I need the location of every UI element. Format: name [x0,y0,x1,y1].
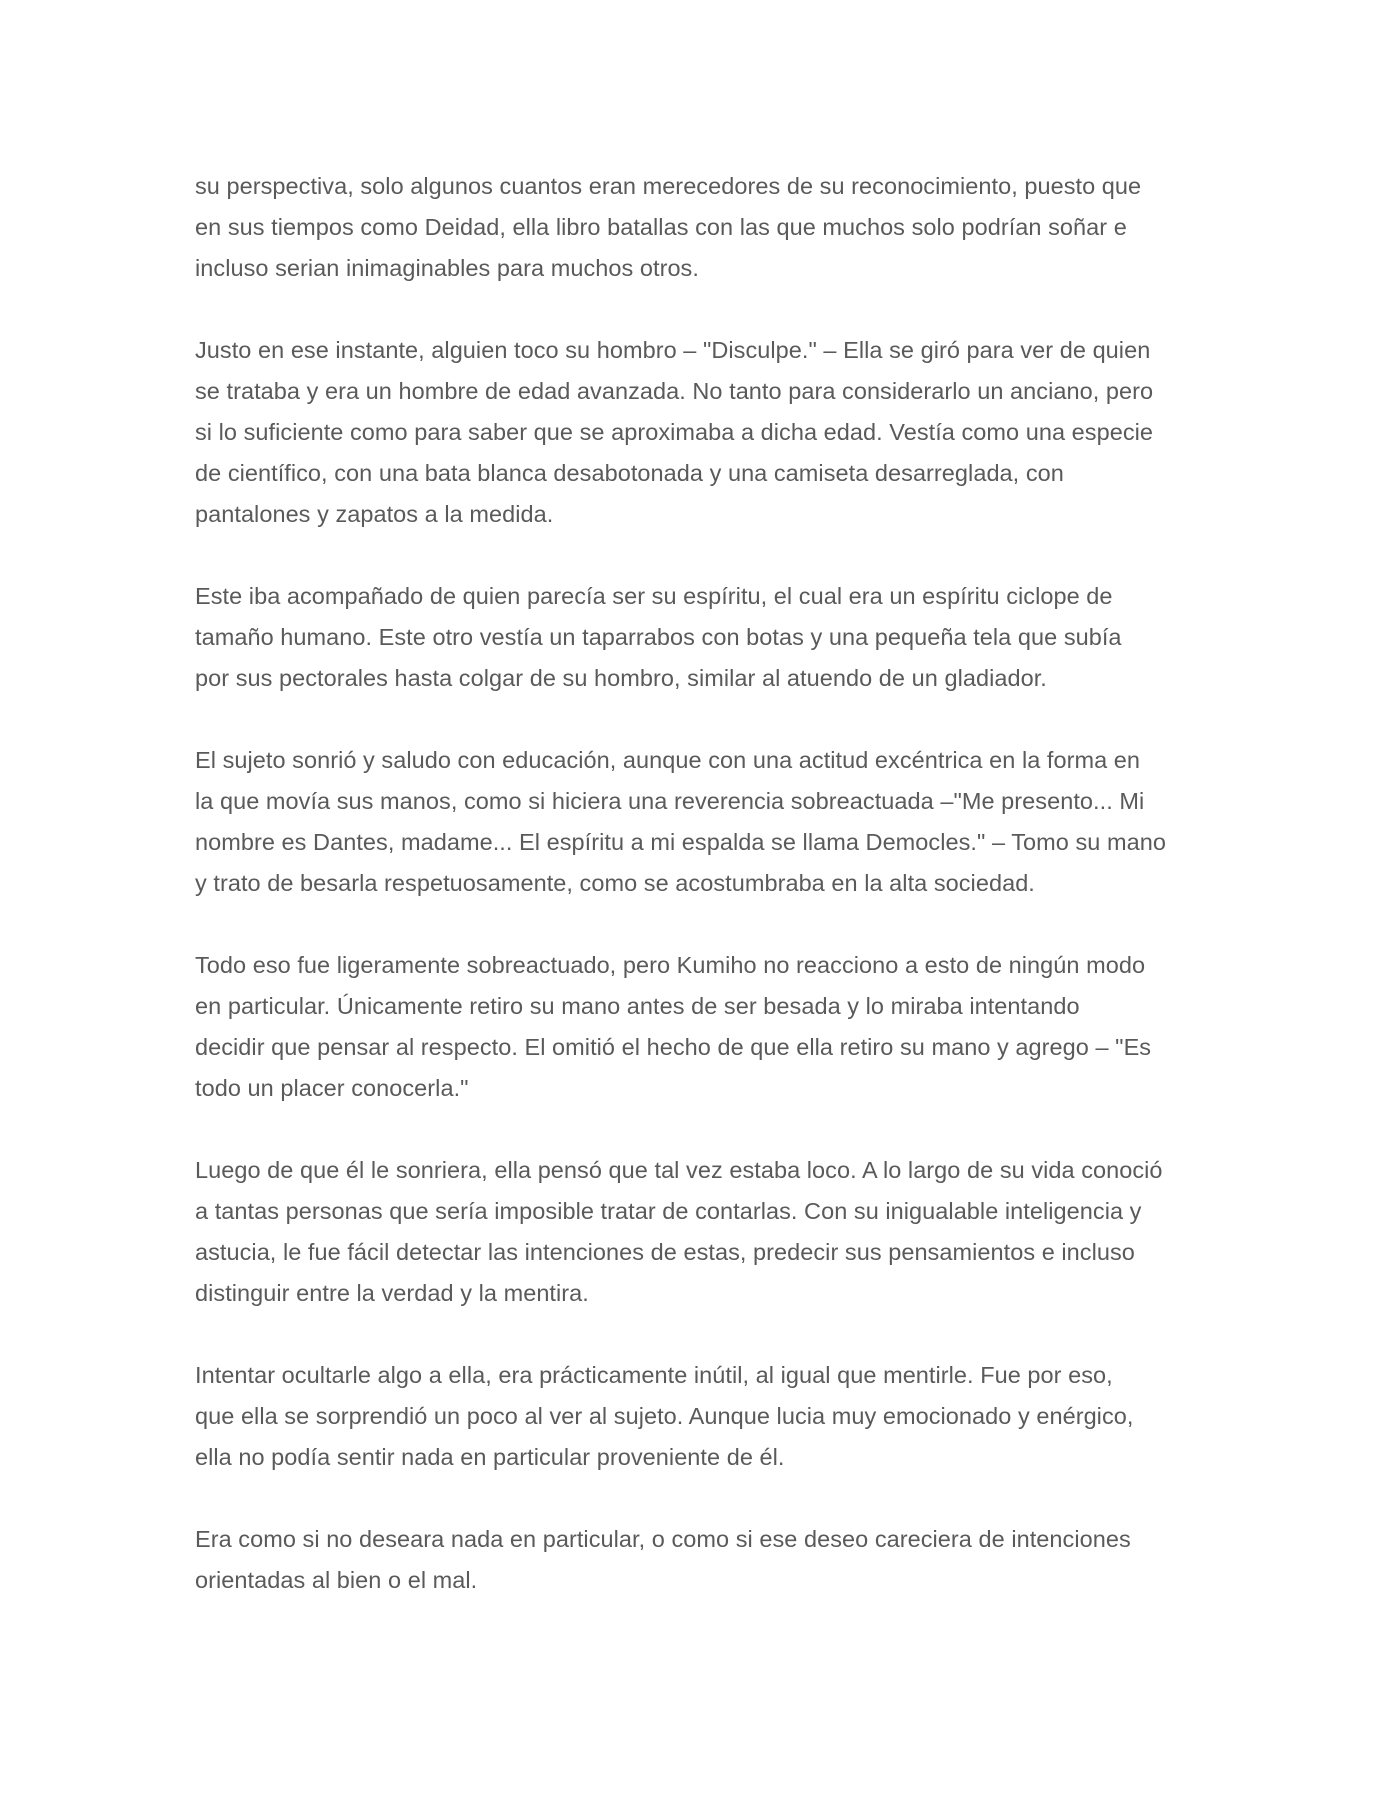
text-line: de científico, con una bata blanca desabotonada y una camiseta desarreglada, con [195,460,1064,486]
text-line: distinguir entre la verdad y la mentira. [195,1280,589,1306]
document-body [195,166,1215,1642]
text-line: la que movía sus manos, como si hiciera una reverencia sobreactuada –"Me presento... Mi [195,788,1145,814]
text-line: Este iba acompañado de quien parecía ser su espíritu, el cual era un espíritu ciclope de [195,583,1113,609]
text-line: incluso serian inimaginables para muchos otros. [195,255,699,281]
paragraph-1 [195,166,1215,289]
text-line: Intentar ocultarle algo a ella, era prácticamente inútil, al igual que mentirle. Fue por eso, [195,1362,1113,1388]
paragraph-2 [195,330,1215,535]
text-line: Justo en ese instante, alguien toco su hombro – "Disculpe." – Ella se giró para ver de quien [195,337,1151,363]
text-line: que ella se sorprendió un poco al ver al sujeto. Aunque lucia muy emocionado y enérgico, [195,1403,1134,1429]
text-line: pantalones y zapatos a la medida. [195,501,554,527]
text-line: en sus tiempos como Deidad, ella libro batallas con las que muchos solo podrían soñar e [195,214,1127,240]
text-line: y trato de besarla respetuosamente, como se acostumbraba en la alta sociedad. [195,870,1035,896]
text-line: todo un placer conocerla." [195,1075,469,1101]
text-line: se trataba y era un hombre de edad avanzada. No tanto para considerarlo un anciano, pero [195,378,1154,404]
text-line: orientadas al bien o el mal. [195,1567,478,1593]
text-line: en particular. Únicamente retiro su mano antes de ser besada y lo miraba intentando [195,993,1080,1019]
text-line: nombre es Dantes, madame... El espíritu a mi espalda se llama Democles." – Tomo su mano [195,829,1166,855]
text-line: decidir que pensar al respecto. El omitió el hecho de que ella retiro su mano y agrego – "Es [195,1034,1152,1060]
paragraph-8 [195,1519,1215,1601]
paragraph-3 [195,576,1215,699]
paragraph-5 [195,945,1215,1109]
paragraph-7 [195,1355,1215,1478]
text-line: su perspectiva, solo algunos cuantos eran merecedores de su reconocimiento, puesto que [195,173,1142,199]
text-line: ella no podía sentir nada en particular proveniente de él. [195,1444,785,1470]
text-line: El sujeto sonrió y saludo con educación, aunque con una actitud excéntrica en la forma en [195,747,1141,773]
text-line: Luego de que él le sonriera, ella pensó que tal vez estaba loco. A lo largo de su vida conoció [195,1157,1163,1183]
text-line: tamaño humano. Este otro vestía un taparrabos con botas y una pequeña tela que subía [195,624,1122,650]
text-line: Todo eso fue ligeramente sobreactuado, pero Kumiho no reacciono a esto de ningún modo [195,952,1146,978]
text-line: Era como si no deseara nada en particular, o como si ese deseo careciera de intenciones [195,1526,1131,1552]
text-line: si lo suficiente como para saber que se aproximaba a dicha edad. Vestía como una especie [195,419,1154,445]
text-line: por sus pectorales hasta colgar de su hombro, similar al atuendo de un gladiador. [195,665,1047,691]
paragraph-4 [195,740,1215,904]
text-line: a tantas personas que sería imposible tratar de contarlas. Con su inigualable inteligencia y [195,1198,1142,1224]
paragraph-6 [195,1150,1215,1314]
text-line: astucia, le fue fácil detectar las intenciones de estas, predecir sus pensamientos e incluso [195,1239,1135,1265]
